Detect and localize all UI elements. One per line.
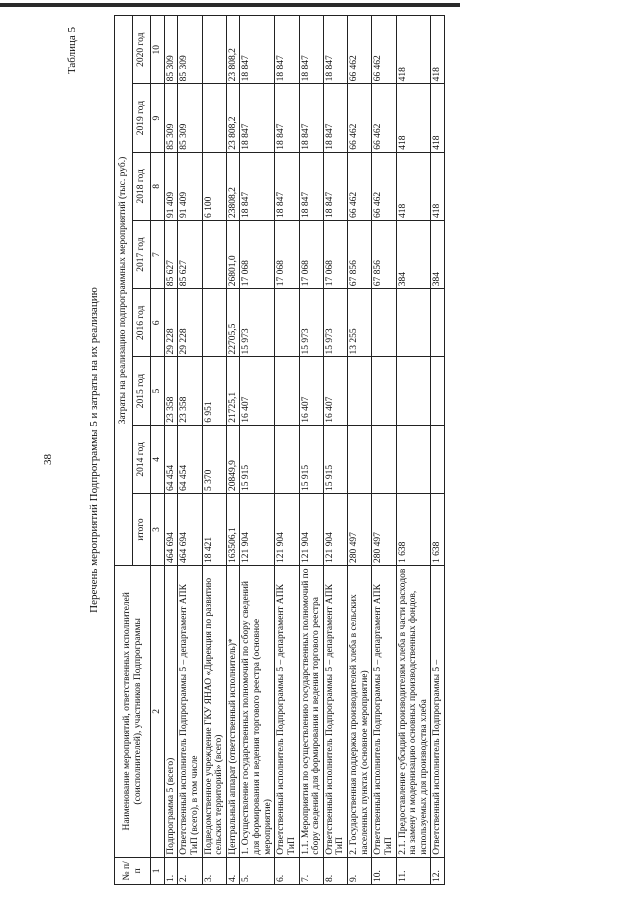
year-2019-cell: 18 847 xyxy=(240,84,275,152)
year-2015-cell: 23 358 xyxy=(164,357,178,425)
year-2017-cell: 17 068 xyxy=(240,220,275,288)
total-cell: 1 638 xyxy=(431,494,445,566)
total-cell: 280 497 xyxy=(372,494,396,566)
year-2016-cell xyxy=(275,289,299,357)
table-label: Таблица 5 xyxy=(66,27,78,75)
row-name-cell: Подведомственное учреждение ГКУ ЯНАО «Дирекция по развитию сельских территорий» (всего) xyxy=(202,566,226,858)
table-row xyxy=(323,16,347,885)
year-2018-cell: 91 409 xyxy=(178,152,202,220)
year-2018-cell: 418 xyxy=(431,152,445,220)
year-2017-cell xyxy=(202,220,226,288)
year-2018-cell: 18 847 xyxy=(240,152,275,220)
year-2014-cell: 5 370 xyxy=(202,425,226,493)
year-2019-cell: 18 847 xyxy=(299,84,323,152)
total-cell: 464 694 xyxy=(164,494,178,566)
table-row xyxy=(299,16,323,885)
year-2020-cell xyxy=(202,16,226,84)
table-row xyxy=(348,16,372,885)
year-2016-cell xyxy=(396,289,431,357)
costs-table xyxy=(114,15,445,885)
year-2020-cell: 85 309 xyxy=(178,16,202,84)
total-cell: 121 904 xyxy=(275,494,299,566)
header-year-2014: 2014 год xyxy=(133,425,151,493)
year-2015-cell: 16 407 xyxy=(323,357,347,425)
row-number-cell: 8. xyxy=(323,857,347,884)
year-2019-cell: 23 808,2 xyxy=(226,84,240,152)
row-name-cell: Ответственный исполнитель Подпрограммы 5 – департамент АПК ТиП xyxy=(372,566,396,858)
year-2020-cell: 18 847 xyxy=(275,16,299,84)
year-2017-cell: 85 627 xyxy=(164,220,178,288)
year-2020-cell: 66 462 xyxy=(348,16,372,84)
total-cell: 464 694 xyxy=(178,494,202,566)
row-number-cell: 5. xyxy=(240,857,275,884)
year-2020-cell: 66 462 xyxy=(372,16,396,84)
total-cell: 280 497 xyxy=(348,494,372,566)
table-row xyxy=(226,16,240,885)
rotated-page xyxy=(20,15,625,885)
year-2016-cell: 15 973 xyxy=(323,289,347,357)
page-number: 38 xyxy=(42,454,54,465)
year-2018-cell: 6 100 xyxy=(202,152,226,220)
year-2016-cell xyxy=(202,289,226,357)
total-cell: 18 421 xyxy=(202,494,226,566)
row-name-cell: 2. Государственная поддержка производителей хлеба в сельских населенных пунктах (основное мероприятие) xyxy=(348,566,372,858)
year-2016-cell: 22705,5 xyxy=(226,289,240,357)
table-row xyxy=(202,16,226,885)
index-cell: 5 xyxy=(151,357,165,425)
year-2019-cell: 418 xyxy=(396,84,431,152)
table-row xyxy=(372,16,396,885)
row-name-cell: 2.1. Предоставление субсидий производителям хлеба в части расходов на замену и модернизацию основных производственных фондов, используемых для производства хлеба xyxy=(396,566,431,858)
row-number-cell: 4. xyxy=(226,857,240,884)
year-2016-cell: 29 228 xyxy=(178,289,202,357)
row-number-cell: 1. xyxy=(164,857,178,884)
year-2020-cell: 418 xyxy=(431,16,445,84)
row-number-cell: 2. xyxy=(178,857,202,884)
row-name-cell: Ответственный исполнитель Подпрограммы 5 – департамент АПК ТиП xyxy=(275,566,299,858)
year-2017-cell: 384 xyxy=(396,220,431,288)
row-number-cell: 12. xyxy=(431,857,445,884)
row-name-cell: Ответственный исполнитель Подпрограммы 5 – xyxy=(431,566,445,858)
year-2019-cell: 418 xyxy=(431,84,445,152)
year-2018-cell: 91 409 xyxy=(164,152,178,220)
year-2015-cell xyxy=(396,357,431,425)
year-2019-cell: 66 462 xyxy=(372,84,396,152)
year-2017-cell: 26801,0 xyxy=(226,220,240,288)
year-2016-cell: 15 973 xyxy=(240,289,275,357)
year-2017-cell: 17 068 xyxy=(299,220,323,288)
year-2014-cell xyxy=(431,425,445,493)
year-2015-cell: 6 951 xyxy=(202,357,226,425)
table-row xyxy=(431,16,445,885)
year-2018-cell: 66 462 xyxy=(348,152,372,220)
header-year-2016: 2016 год xyxy=(133,289,151,357)
total-cell: 163506,1 xyxy=(226,494,240,566)
year-2016-cell: 13 255 xyxy=(348,289,372,357)
header-year-2020: 2020 год xyxy=(133,16,151,84)
year-2020-cell: 418 xyxy=(396,16,431,84)
year-2015-cell xyxy=(372,357,396,425)
year-2020-cell: 23 808,2 xyxy=(226,16,240,84)
year-2017-cell: 17 068 xyxy=(323,220,347,288)
year-2017-cell: 85 627 xyxy=(178,220,202,288)
row-name-cell: Подпрограмма 5 (всего) xyxy=(164,566,178,858)
year-2014-cell: 20849,9 xyxy=(226,425,240,493)
index-cell: 1 xyxy=(151,857,165,884)
header-number: № п/п xyxy=(115,857,151,884)
year-2019-cell xyxy=(202,84,226,152)
table-row xyxy=(396,16,431,885)
table-row xyxy=(275,16,299,885)
total-cell: 121 904 xyxy=(240,494,275,566)
year-2014-cell: 15 915 xyxy=(299,425,323,493)
index-cell: 7 xyxy=(151,220,165,288)
index-cell: 10 xyxy=(151,16,165,84)
year-2014-cell xyxy=(348,425,372,493)
row-number-cell: 6. xyxy=(275,857,299,884)
year-2016-cell: 15 973 xyxy=(299,289,323,357)
table-body xyxy=(164,16,444,885)
total-cell: 1 638 xyxy=(396,494,431,566)
year-2015-cell: 21725,1 xyxy=(226,357,240,425)
year-2020-cell: 18 847 xyxy=(323,16,347,84)
row-number-cell: 9. xyxy=(348,857,372,884)
year-2019-cell: 18 847 xyxy=(323,84,347,152)
top-edge-line xyxy=(0,3,460,7)
row-name-cell: 1.1. Мероприятия по осуществлению государственных полномочий по сбору сведений для формирования и ведения торгового реестра xyxy=(299,566,323,858)
row-number-cell: 11. xyxy=(396,857,431,884)
year-2018-cell: 66 462 xyxy=(372,152,396,220)
document-title: Перечень мероприятий Подпрограммы 5 и затраты на их реализацию xyxy=(88,287,100,613)
header-year-2015: 2015 год xyxy=(133,357,151,425)
year-2020-cell: 18 847 xyxy=(240,16,275,84)
row-name-cell: 1. Осуществление государственных полномочий по сбору сведений для формирования и ведения торгового реестра (основное мероприятие) xyxy=(240,566,275,858)
year-2014-cell: 15 915 xyxy=(323,425,347,493)
year-2014-cell xyxy=(275,425,299,493)
year-2015-cell: 23 358 xyxy=(178,357,202,425)
year-2017-cell: 67 856 xyxy=(372,220,396,288)
year-2016-cell: 29 228 xyxy=(164,289,178,357)
year-2014-cell: 64 454 xyxy=(178,425,202,493)
year-2018-cell: 18 847 xyxy=(299,152,323,220)
index-cell: 3 xyxy=(151,494,165,566)
year-2018-cell: 18 847 xyxy=(323,152,347,220)
row-number-cell: 3. xyxy=(202,857,226,884)
year-2014-cell: 15 915 xyxy=(240,425,275,493)
year-2017-cell: 384 xyxy=(431,220,445,288)
row-name-cell: Центральный аппарат (ответственный исполнитель)* xyxy=(226,566,240,858)
year-2017-cell: 67 856 xyxy=(348,220,372,288)
year-2019-cell: 85 309 xyxy=(164,84,178,152)
row-name-cell: Ответственный исполнитель Подпрограммы 5 – департамент АПК ТиП (всего), в том числе xyxy=(178,566,202,858)
index-cell: 9 xyxy=(151,84,165,152)
year-2015-cell xyxy=(431,357,445,425)
year-2019-cell: 85 309 xyxy=(178,84,202,152)
header-costs: Затраты на реализацию подпрограммных мероприятий (тыс. руб.) xyxy=(115,16,133,566)
year-2019-cell: 18 847 xyxy=(275,84,299,152)
year-2019-cell: 66 462 xyxy=(348,84,372,152)
index-cell: 2 xyxy=(151,566,165,858)
year-2015-cell: 16 407 xyxy=(299,357,323,425)
year-2014-cell xyxy=(396,425,431,493)
row-number-cell: 7. xyxy=(299,857,323,884)
year-2015-cell xyxy=(348,357,372,425)
year-2015-cell xyxy=(275,357,299,425)
year-2017-cell: 17 068 xyxy=(275,220,299,288)
header-year-2019: 2019 год xyxy=(133,84,151,152)
year-2016-cell xyxy=(372,289,396,357)
column-index-row xyxy=(151,16,165,885)
year-2018-cell: 418 xyxy=(396,152,431,220)
header-year-2018: 2018 год xyxy=(133,152,151,220)
table-row xyxy=(240,16,275,885)
table-row xyxy=(164,16,178,885)
table-row xyxy=(178,16,202,885)
index-cell: 4 xyxy=(151,425,165,493)
row-number-cell: 10. xyxy=(372,857,396,884)
total-cell: 121 904 xyxy=(299,494,323,566)
index-cell: 8 xyxy=(151,152,165,220)
year-2015-cell: 16 407 xyxy=(240,357,275,425)
year-2018-cell: 18 847 xyxy=(275,152,299,220)
year-2014-cell xyxy=(372,425,396,493)
index-cell: 6 xyxy=(151,289,165,357)
header-name: Наименование мероприятий, ответственных исполнителей (соисполнителей), участников Подпрограммы xyxy=(115,566,151,858)
header-year-2017: 2017 год xyxy=(133,220,151,288)
year-2020-cell: 85 309 xyxy=(164,16,178,84)
year-2018-cell: 23808,2 xyxy=(226,152,240,220)
header-total: итого xyxy=(133,494,151,566)
year-2016-cell xyxy=(431,289,445,357)
total-cell: 121 904 xyxy=(323,494,347,566)
year-2014-cell: 64 454 xyxy=(164,425,178,493)
row-name-cell: Ответственный исполнитель Подпрограммы 5 – департамент АПК ТиП xyxy=(323,566,347,858)
year-2020-cell: 18 847 xyxy=(299,16,323,84)
